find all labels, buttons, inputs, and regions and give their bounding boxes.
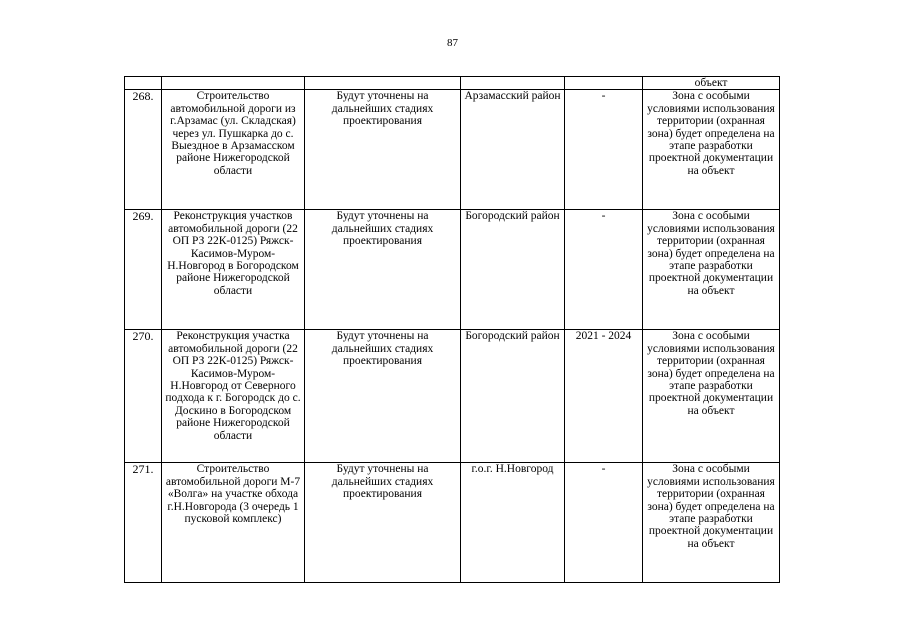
cell-location: Богородский район [461,330,565,463]
cell-period: - [565,463,643,583]
cell-zone: Зона с особыми условиями использования территории (охранная зона) будет определена на этапе разработки проектной документации на объект [643,90,780,210]
cell-params: Будут уточнены на дальнейших стадиях проектирования [305,330,461,463]
cell-location: Арзамасский район [461,90,565,210]
table-row-continuation [125,77,780,90]
cell-num: 270. [125,330,162,463]
cell-name: Строительство автомобильной дороги М-7 «Волга» на участке обхода г.Н.Новгорода (3 очередь 1 пусковой комплекс) [162,463,305,583]
table-row [125,463,780,583]
cell-num: 268. [125,90,162,210]
objects-table [124,76,780,583]
cell-zone: Зона с особыми условиями использования территории (охранная зона) будет определена на этапе разработки проектной документации на объект [643,463,780,583]
cell-name: Строительство автомобильной дороги из г.Арзамас (ул. Складская) через ул. Пушкарка до с. Выездное в Арзамасском районе Нижегородской области [162,90,305,210]
cell-name [162,77,305,90]
cell-name: Реконструкция участка автомобильной дороги (22 ОП РЗ 22К-0125) Ряжск-Касимов-Муром-Н.Новгород от Северного подхода к г. Богородск до с. Доскино в Богородском районе Нижегородской области [162,330,305,463]
cell-num [125,77,162,90]
page-number: 87 [447,37,458,49]
cell-zone: объект [643,77,780,90]
cell-location: Богородский район [461,210,565,330]
cell-period: 2021 - 2024 [565,330,643,463]
table-row [125,330,780,463]
cell-period [565,77,643,90]
cell-period: - [565,90,643,210]
cell-num: 269. [125,210,162,330]
cell-params: Будут уточнены на дальнейших стадиях проектирования [305,90,461,210]
cell-period: - [565,210,643,330]
cell-location: г.о.г. Н.Новгород [461,463,565,583]
cell-zone: Зона с особыми условиями использования территории (охранная зона) будет определена на этапе разработки проектной документации на объект [643,210,780,330]
table-row [125,210,780,330]
cell-zone: Зона с особыми условиями использования территории (охранная зона) будет определена на этапе разработки проектной документации на объект [643,330,780,463]
cell-params: Будут уточнены на дальнейших стадиях проектирования [305,210,461,330]
cell-name: Реконструкция участков автомобильной дороги (22 ОП РЗ 22К-0125) Ряжск-Касимов-Муром-Н.Новгород в Богородском районе Нижегородской области [162,210,305,330]
cell-location [461,77,565,90]
cell-params: Будут уточнены на дальнейших стадиях проектирования [305,463,461,583]
cell-num: 271. [125,463,162,583]
cell-params [305,77,461,90]
table-row [125,90,780,210]
